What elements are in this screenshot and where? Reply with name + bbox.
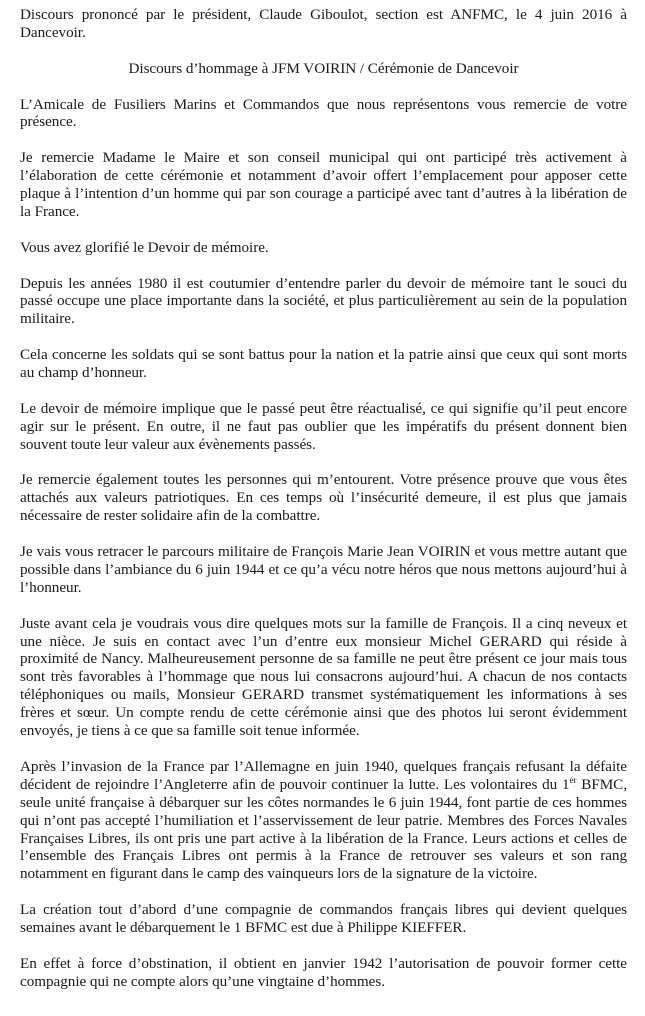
paragraph-obstination: En effet à force d’obstination, il obtient en janvier 1942 l’autorisation de pouvoir former cette compagnie qui ne compte alors qu’une vingtaine d’hommes. (20, 954, 627, 990)
paragraph-past-present: Le devoir de mémoire implique que le passé peut être réactualisé, ce qui signifie qu’il peut encore agir sur le présent. En outre, il ne faut pas oublier que les impératifs du présent donnent bien souvent toute leur valeur aux évènements passés. (20, 399, 627, 453)
ordinal-superscript: er (569, 774, 577, 785)
paragraph-invasion (20, 758, 627, 883)
paragraph-family: Juste avant cela je voudrais vous dire quelques mots sur la famille de François. Il a cinq neveux et une nièce. Je suis en contact avec l’un d’entre eux monsieur Michel GERARD qui réside à proximité de Nancy. Malheureusement personne de sa famille ne peut être présent ce jour mais tous sont très favorables à l’hommage que nous lui consacrons aujourd’hui. A chacun de nos contacts téléphoniques ou mails, Monsieur GERARD transmet systématiquement les informations à ses frères et sœur. Un compte rendu de cette cérémonie ainsi que des photos lui seront évidemment envoyés, je tiens à ce que sa famille soit tenue informée. (20, 614, 627, 740)
paragraph-thanks-amicale: L’Amicale de Fusiliers Marins et Commandos que nous représentons vous remercie de votre présence. (20, 95, 627, 131)
header-line: Discours prononcé par le président, Claude Giboulot, section est ANFMC, le 4 juin 2016 à Dancevoir. (20, 6, 627, 41)
invasion-text-before: Après l’invasion de la France par l’Allemagne en juin 1940, quelques français refusant la défaite décident de rejoindre l’Angleterre afin de pouvoir continuer la lutte. Les volontaires du 1 (20, 757, 627, 793)
paragraph-thanks-attendees: Je remercie également toutes les personnes qui m’entourent. Votre présence prouve que vous êtes attachés aux valeurs patriotiques. En ces temps où l’insécurité demeure, il est plus que jamais nécessaire de rester solidaire afin de la combattre. (20, 471, 627, 525)
paragraph-since-1980: Depuis les années 1980 il est coutumier d’entendre parler du devoir de mémoire tant le souci du passé occupe une place importante dans la société, et plus particulièrement au sein de la population militaire. (20, 274, 627, 328)
document-title: Discours d’hommage à JFM VOIRIN / Cérémonie de Dancevoir (128, 59, 519, 77)
paragraph-devoir-memoire: Vous avez glorifié le Devoir de mémoire. (20, 238, 269, 256)
paragraph-thanks-mayor: Je remercie Madame le Maire et son conseil municipal qui ont participé très activement à l’élaboration de cette cérémonie et notamment d’avoir offert l’emplacement pour apposer cette plaque à l’intention d’un homme qui par son courage a participé avec tant d’autres à la libération de la France. (20, 149, 627, 220)
invasion-text-after: BFMC, seule unité française à débarquer sur les côtes normandes le 6 juin 1944, font partie de ces hommes qui n’ont pas accepté l’humiliation et l’asservissement de leur patrie. Membres des Forces Navales Françaises Libres, ils ont pris une part active à la libération de la France. Leurs actions et celles de l’ensemble des Français Libres ont permis à la France de retrouver ses valeurs et son rang notamment en figurant dans le camp des vainqueurs lors de la signature de la victoire. (20, 775, 627, 883)
paragraph-career-intro: Je vais vous retracer le parcours militaire de François Marie Jean VOIRIN et vous mettre autant que possible dans l’ambiance du 6 juin 1944 et ce qu’a vécu notre héros que nous mettons aujourd’hui à l’honneur. (20, 543, 627, 596)
paragraph-kieffer: La création tout d’abord d’une compagnie de commandos français libres qui devient quelques semaines avant le débarquement le 1 BFMC est due à Philippe KIEFFER. (20, 901, 627, 937)
paragraph-soldiers: Cela concerne les soldats qui se sont battus pour la nation et la patrie ainsi que ceux qui sont morts au champ d’honneur. (20, 346, 627, 382)
